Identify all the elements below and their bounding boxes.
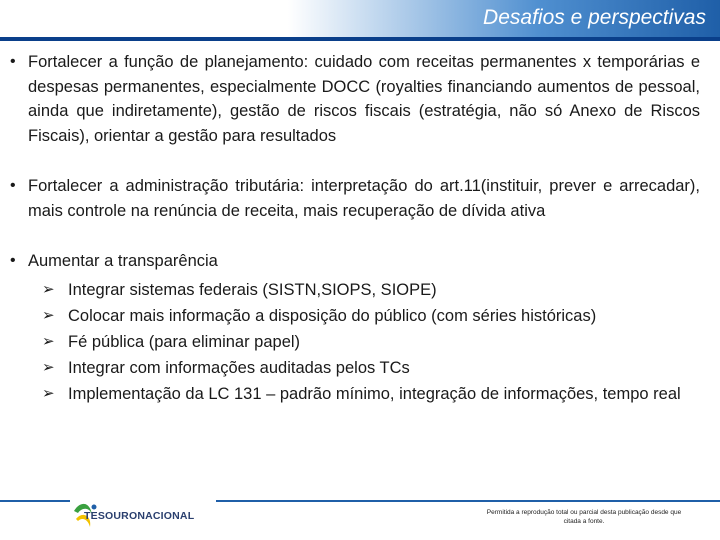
bullet-dot-icon: •	[10, 177, 16, 194]
footer-copyright-note: Permitida a reprodução total ou parcial desta publicação desde que citada a fonte.	[486, 509, 682, 525]
sub-item	[42, 381, 700, 407]
sub-item-text: Integrar com informações auditadas pelos TCs	[68, 358, 410, 377]
bullet-dot-icon: •	[10, 53, 16, 70]
logo-dot	[92, 505, 97, 510]
sub-item-text: Integrar sistemas federais (SISTN,SIOPS, SIOPE)	[68, 280, 437, 299]
arrow-bullet-icon: ➢	[42, 384, 55, 402]
bullet-text: Aumentar a transparência	[28, 252, 218, 270]
bullet-administracao-tributaria	[10, 174, 700, 223]
page-title: Desafios e perspectivas	[483, 6, 706, 29]
sub-item-text: Fé pública (para eliminar papel)	[68, 332, 301, 351]
header-divider	[0, 37, 720, 41]
slide-content	[10, 50, 700, 407]
arrow-bullet-icon: ➢	[42, 280, 55, 298]
sub-item	[42, 355, 700, 381]
sub-item-text: Implementação da LC 131 – padrão mínimo, integração de informações, tempo real	[68, 384, 681, 403]
bullet-transparencia	[10, 249, 700, 407]
footer-divider-right	[216, 500, 720, 502]
sub-item	[42, 329, 700, 355]
bullet-text: Fortalecer a função de planejamento: cuidado com receitas permanentes x temporárias e despesas permanentes, especialmente DOCC (royalties financiando aumentos de pessoal, ainda que indiretamente), gestão de riscos fiscais (estratégia, não só Anexo de Riscos Fiscais), orientar a gestão para resultados	[28, 53, 700, 145]
sub-item-text: Colocar mais informação a disposição do público (com séries históricas)	[68, 306, 597, 325]
bullet-dot-icon: •	[10, 252, 16, 269]
sub-item	[42, 303, 700, 329]
sub-item	[42, 277, 700, 303]
arrow-bullet-icon: ➢	[42, 306, 55, 324]
footer-divider-left	[0, 500, 70, 502]
bullet-planejamento	[10, 50, 700, 148]
bullet-text: Fortalecer a administração tributária: interpretação do art.11(instituir, prever e arrecadar), mais controle na renúncia de receita, mais recuperação de dívida ativa	[28, 177, 700, 220]
arrow-bullet-icon: ➢	[42, 332, 55, 350]
transparencia-sub-list	[42, 277, 700, 407]
logo-wordmark: TESOURONACIONAL	[84, 510, 195, 522]
arrow-bullet-icon: ➢	[42, 358, 55, 376]
